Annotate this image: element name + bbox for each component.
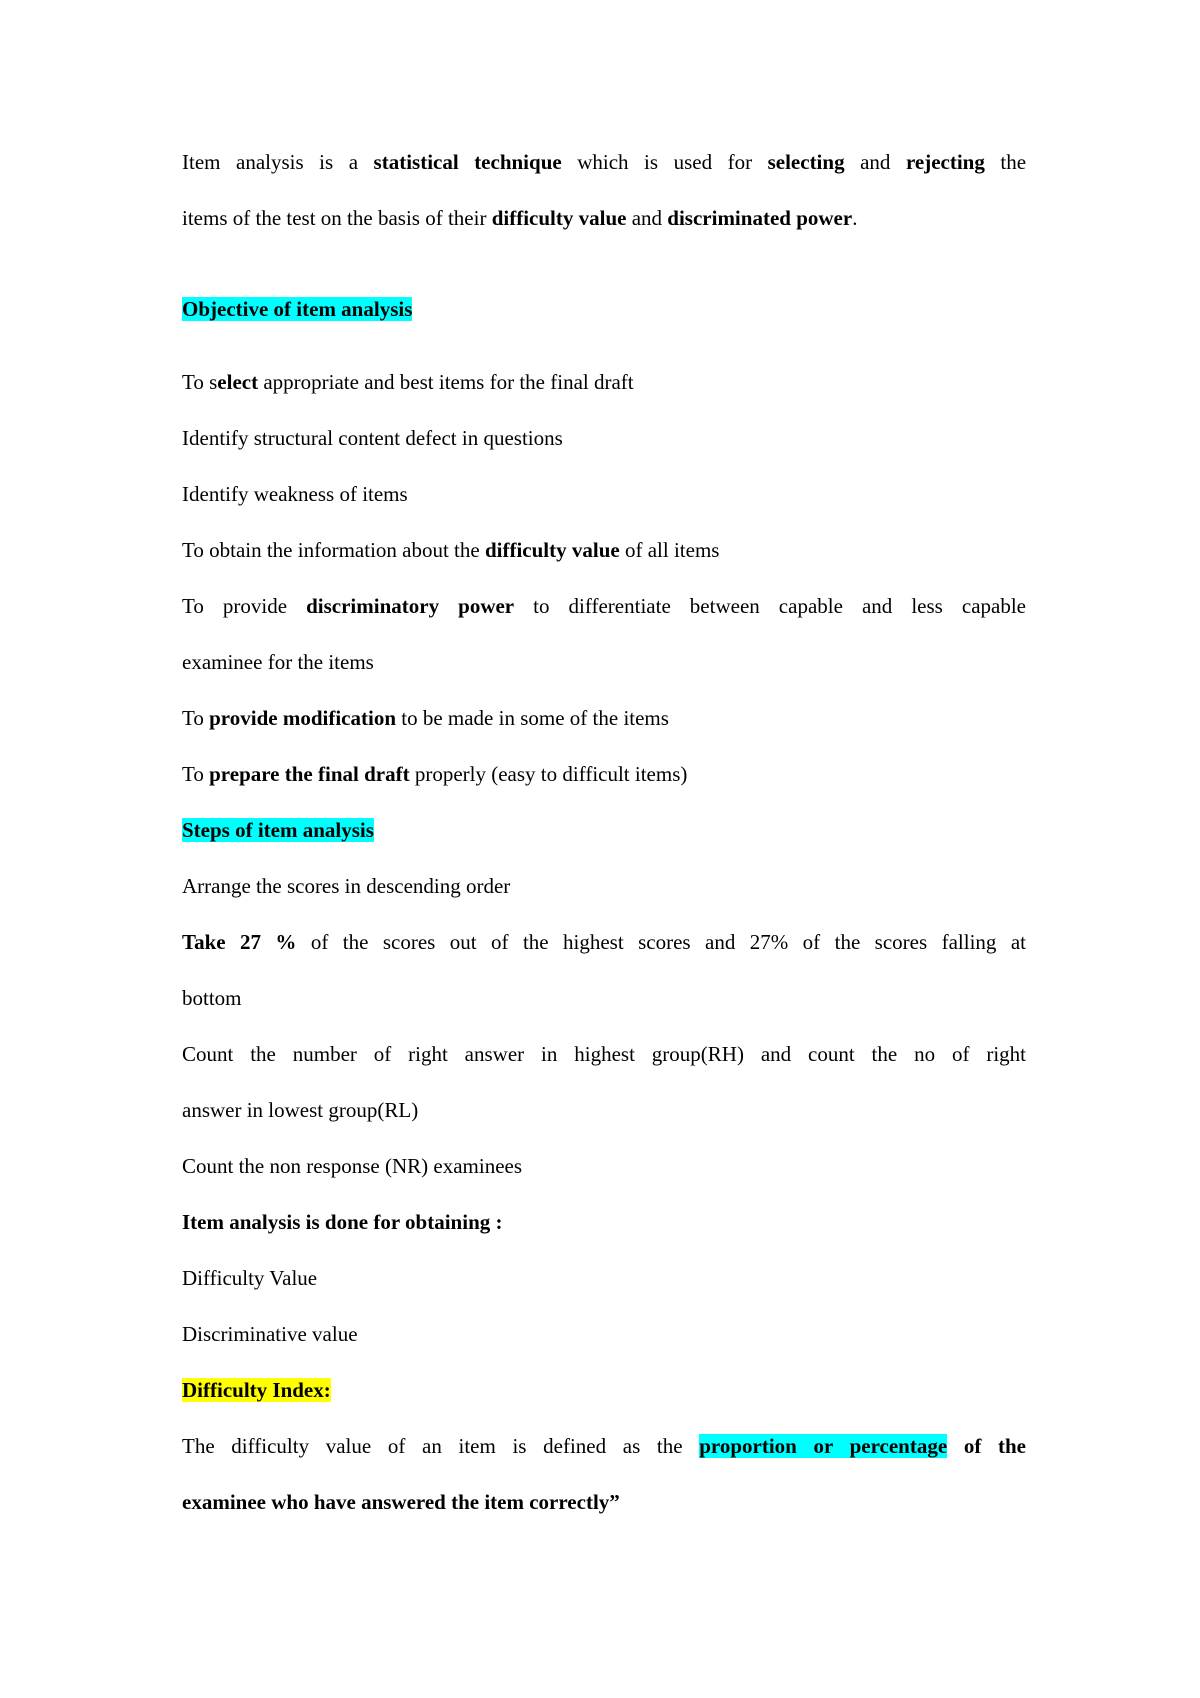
step-2-continued: bottom bbox=[182, 986, 242, 1010]
term-proportion-or-percentage: proportion or percentage bbox=[699, 1434, 948, 1458]
step-3: Count the number of right answer in highest group(RH) and count the no of right bbox=[182, 1042, 1026, 1066]
obtaining-heading: Item analysis is done for obtaining : bbox=[182, 1210, 503, 1234]
obtain-item-2: Discriminative value bbox=[182, 1322, 358, 1346]
objective-item-6: To provide modification to be made in some of the items bbox=[182, 706, 669, 730]
step-1: Arrange the scores in descending order bbox=[182, 874, 511, 898]
objective-item-2: Identify structural content defect in questions bbox=[182, 426, 563, 450]
term-rejecting: rejecting bbox=[905, 150, 985, 174]
obtain-item-1: Difficulty Value bbox=[182, 1266, 318, 1290]
objective-item-5-continued: examinee for the items bbox=[182, 650, 374, 674]
intro-line-1: Item analysis is a statistical technique which is used for selecting and rejecting the bbox=[182, 150, 1027, 174]
objective-item-7: To prepare the final draft properly (easy to difficult items) bbox=[182, 762, 688, 786]
step-2: Take 27 % of the scores out of the highest scores and 27% of the scores falling at bbox=[182, 930, 1026, 954]
difficulty-definition-continued: examinee who have answered the item correctly” bbox=[182, 1490, 620, 1514]
objective-heading: Objective of item analysis bbox=[182, 297, 413, 321]
step-4: Count the non response (NR) examinees bbox=[182, 1154, 523, 1178]
intro-line-2: items of the test on the basis of their difficulty value and discriminated power. bbox=[182, 206, 858, 230]
steps-heading: Steps of item analysis bbox=[182, 818, 374, 842]
objective-item-5: To provide discriminatory power to differentiate between capable and less capable bbox=[182, 594, 1026, 618]
difficulty-definition: The difficulty value of an item is defined as the proportion or percentage of the bbox=[182, 1434, 1026, 1458]
term-selecting: selecting bbox=[767, 150, 845, 174]
step-3-continued: answer in lowest group(RL) bbox=[182, 1098, 419, 1122]
objective-item-4: To obtain the information about the difficulty value of all items bbox=[182, 538, 720, 562]
objective-item-1: To select appropriate and best items for the final draft bbox=[182, 370, 634, 394]
term-difficulty-value: difficulty value bbox=[491, 206, 627, 230]
objective-item-3: Identify weakness of items bbox=[182, 482, 408, 506]
term-discriminated-power: discriminated power bbox=[667, 206, 853, 230]
term-statistical-technique: statistical technique bbox=[373, 150, 562, 174]
difficulty-heading: Difficulty Index: bbox=[182, 1378, 331, 1402]
